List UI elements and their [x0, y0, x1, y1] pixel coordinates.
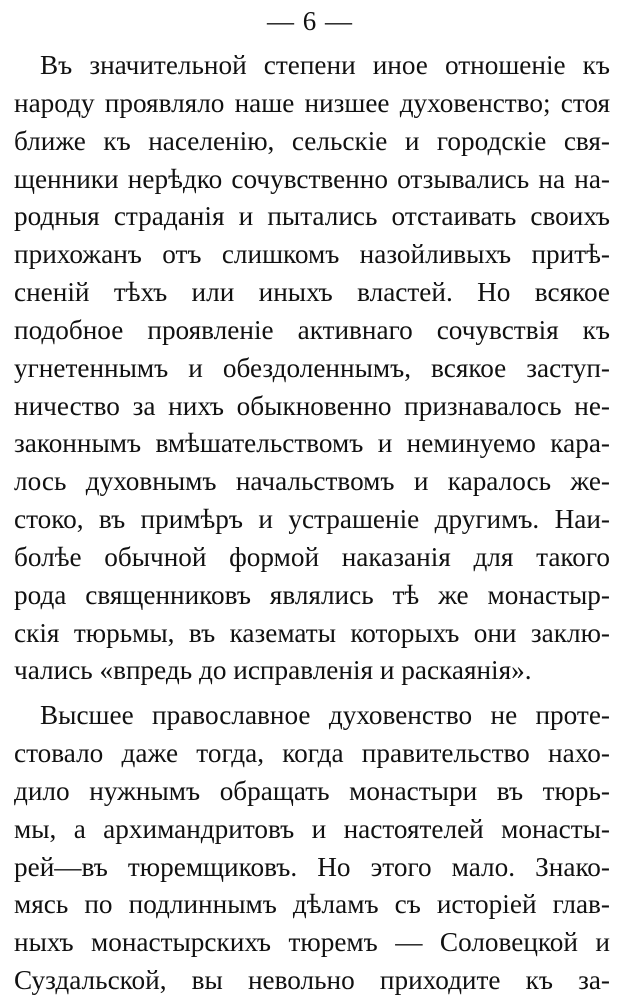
text-line: прихожанъ отъ слишкомъ назойливыхъ притѣ-: [14, 239, 610, 270]
text-line: стоко, въ примѣръ и устрашеніе другимъ. Наи-: [14, 504, 610, 535]
text-line: мы, а архимандритовъ и настоятелей монасты-: [14, 813, 610, 844]
text-line: стовало даже тогда, когда правительство нахо-: [14, 738, 610, 769]
text-line: ныхъ монастырскихъ тюремъ — Соловецкой и: [14, 927, 610, 958]
text-line: мясь по подлиннымъ дѣламъ съ исторіей глав-: [14, 889, 610, 920]
text-line: сненій тѣхъ или иныхъ властей. Но всякое: [14, 277, 610, 308]
text-line: законнымъ вмѣшательствомъ и неминуемо кара-: [14, 428, 610, 459]
text-line: угнетеннымъ и обездоленнымъ, всякое заступ-: [14, 352, 610, 383]
text-line: щенники нерѣдко сочувственно отзывались на на-: [14, 163, 610, 194]
text-line: дило нужнымъ обращать монастыри въ тюрь-: [14, 775, 610, 806]
text-line: ближе къ населенію, сельскіе и городскіе свя-: [14, 125, 610, 156]
text-line: народу проявляло наше низшее духовенство; стоя: [14, 87, 610, 118]
text-line: лось духовнымъ начальствомъ и каралось же-: [14, 466, 610, 497]
text-line: подобное проявленіе активнаго сочувствія къ: [14, 314, 610, 345]
text-line: чались «впредь до исправленія и раскаянія».: [14, 655, 532, 686]
text-line: Суздальской, вы невольно приходите къ за-: [14, 965, 610, 996]
text-line: родныя страданія и пытались отстаивать своихъ: [14, 201, 610, 232]
text-line: скія тюрьмы, въ казематы которыхъ они заклю-: [14, 617, 610, 648]
text-line: рода священниковъ являлись тѣ же монастыр-: [14, 579, 610, 610]
text-line: рей—въ тюремщиковъ. Но этого мало. Знако-: [14, 851, 610, 882]
text-line: болѣе обычной формой наказанія для такого: [14, 541, 610, 572]
text-line: Въ значительной степени иное отношеніе къ: [40, 50, 610, 80]
text-line: Высшее православное духовенство не проте-: [40, 700, 610, 731]
text-line: ничество за нихъ обыкновенно признавалось не-: [14, 390, 610, 421]
page-number: — 6 —: [267, 6, 353, 36]
